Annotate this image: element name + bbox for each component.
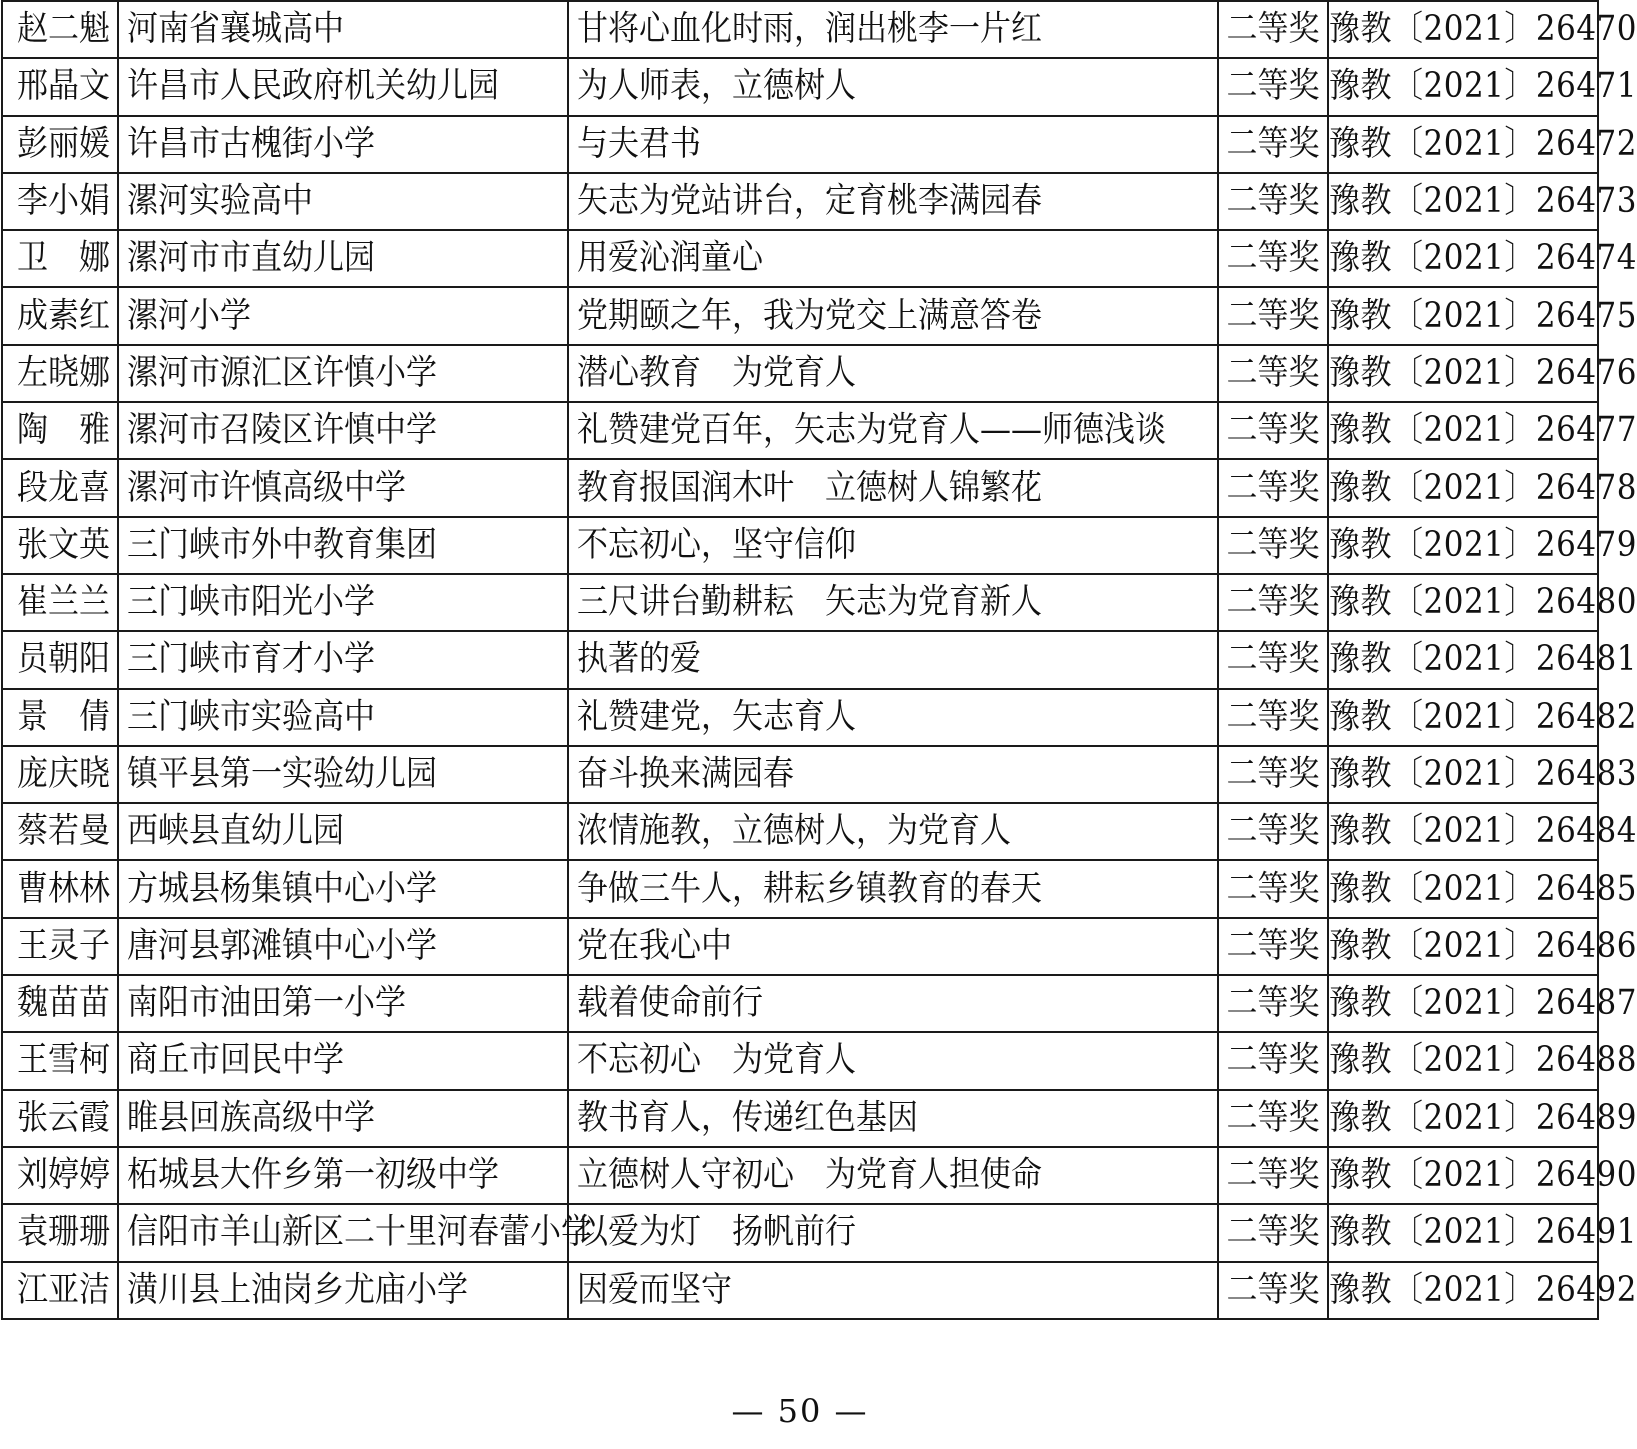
table-row: [2, 803, 1598, 860]
school-text: 许昌市人民政府机关幼儿园: [127, 66, 499, 107]
award-level-cell: [1218, 746, 1328, 803]
certificate-number-text: 豫教〔2021〕26483: [1329, 753, 1637, 795]
recipient-name-cell: [2, 1032, 118, 1089]
recipient-name-text: 员朝阳: [17, 639, 110, 680]
school-cell: [118, 1090, 568, 1147]
award-level-cell: [1218, 975, 1328, 1032]
award-level-text: 二等奖: [1226, 123, 1320, 164]
school-cell: [118, 1147, 568, 1204]
certificate-number-text: 豫教〔2021〕26478: [1329, 467, 1637, 508]
award-table: [1, 0, 1637, 1320]
certificate-number-text: 豫教〔2021〕26482: [1329, 696, 1637, 737]
essay-title-text: 礼赞建党，矢志育人: [577, 696, 856, 737]
school-cell: [118, 631, 568, 688]
essay-title-cell: [568, 1147, 1218, 1204]
award-level-text: 二等奖: [1226, 180, 1320, 222]
certificate-number-cell: [1328, 746, 1637, 803]
recipient-name-cell: [2, 459, 118, 516]
essay-title-text: 三尺讲台勤耕耘 矢志为党育新人: [577, 581, 1042, 623]
award-level-text: 二等奖: [1226, 1269, 1320, 1310]
certificate-number-text: 豫教〔2021〕26479: [1329, 524, 1637, 565]
recipient-name-text: 庞庆晓: [17, 753, 110, 795]
certificate-number-text: 豫教〔2021〕26492: [1329, 1269, 1637, 1310]
recipient-name-cell: [2, 746, 118, 803]
table-row: [2, 1204, 1598, 1261]
school-text: 三门峡市外中教育集团: [127, 524, 437, 565]
school-text: 商丘市回民中学: [127, 1040, 344, 1081]
essay-title-text: 党在我心中: [577, 925, 732, 966]
award-level-text: 二等奖: [1226, 1154, 1320, 1196]
certificate-number-text: 豫教〔2021〕26477: [1329, 409, 1637, 451]
essay-title-cell: [568, 116, 1218, 173]
table-row: [2, 1262, 1598, 1319]
essay-title-text: 用爱沁润童心: [577, 238, 763, 279]
award-level-cell: [1218, 689, 1328, 746]
recipient-name-text: 左晓娜: [17, 352, 110, 394]
table-row: [2, 287, 1598, 344]
table-row: [2, 631, 1598, 688]
recipient-name-text: 王雪柯: [17, 1040, 110, 1081]
certificate-number-cell: [1328, 1090, 1637, 1147]
essay-title-text: 执著的爱: [577, 639, 701, 680]
certificate-number-text: 豫教〔2021〕26487: [1329, 982, 1637, 1024]
table-row: [2, 345, 1598, 402]
recipient-name-cell: [2, 517, 118, 574]
certificate-number-text: 豫教〔2021〕26471: [1329, 66, 1637, 107]
essay-title-cell: [568, 689, 1218, 746]
essay-title-cell: [568, 517, 1218, 574]
recipient-name-text: 王灵子: [17, 925, 110, 966]
school-text: 漯河市源汇区许慎小学: [127, 352, 437, 394]
award-level-text: 二等奖: [1226, 982, 1320, 1024]
certificate-number-text: 豫教〔2021〕26489: [1329, 1097, 1637, 1138]
essay-title-text: 与夫君书: [577, 123, 701, 164]
essay-title-text: 甘将心血化时雨，润出桃李一片红: [577, 8, 1042, 50]
award-level-text: 二等奖: [1226, 467, 1320, 508]
essay-title-cell: [568, 230, 1218, 287]
award-level-text: 二等奖: [1226, 409, 1320, 451]
recipient-name-cell: [2, 58, 118, 115]
table-row: [2, 574, 1598, 631]
essay-title-text: 浓情施教，立德树人，为党育人: [577, 811, 1011, 852]
school-cell: [118, 918, 568, 975]
recipient-name-text: 张文英: [17, 524, 110, 565]
award-level-cell: [1218, 173, 1328, 230]
award-table-body: [2, 1, 1637, 1319]
essay-title-cell: [568, 459, 1218, 516]
school-text: 信阳市羊山新区二十里河春蕾小学: [127, 1212, 592, 1253]
certificate-number-cell: [1328, 631, 1637, 688]
recipient-name-cell: [2, 287, 118, 344]
certificate-number-text: 豫教〔2021〕26485: [1329, 868, 1637, 909]
certificate-number-text: 豫教〔2021〕26473: [1329, 180, 1637, 222]
essay-title-cell: [568, 402, 1218, 459]
certificate-number-text: 豫教〔2021〕26491: [1329, 1212, 1637, 1253]
school-cell: [118, 975, 568, 1032]
school-cell: [118, 459, 568, 516]
award-level-cell: [1218, 459, 1328, 516]
table-row: [2, 230, 1598, 287]
school-cell: [118, 345, 568, 402]
table-row: [2, 1, 1598, 58]
award-level-text: 二等奖: [1226, 811, 1320, 852]
award-level-text: 二等奖: [1226, 295, 1320, 336]
page-number: — 50 —: [731, 1392, 869, 1430]
recipient-name-cell: [2, 1204, 118, 1261]
award-level-cell: [1218, 803, 1328, 860]
award-level-cell: [1218, 1262, 1328, 1319]
recipient-name-cell: [2, 631, 118, 688]
essay-title-cell: [568, 287, 1218, 344]
school-cell: [118, 173, 568, 230]
recipient-name-cell: [2, 860, 118, 917]
essay-title-cell: [568, 746, 1218, 803]
school-text: 漯河市许慎高级中学: [127, 467, 406, 508]
recipient-name-cell: [2, 116, 118, 173]
recipient-name-text: 彭丽媛: [17, 123, 110, 164]
essay-title-cell: [568, 1262, 1218, 1319]
table-row: [2, 173, 1598, 230]
certificate-number-text: 豫教〔2021〕26486: [1329, 925, 1637, 966]
essay-title-text: 立德树人守初心 为党育人担使命: [577, 1154, 1042, 1196]
essay-title-text: 因爱而坚守: [577, 1269, 732, 1310]
school-text: 方城县杨集镇中心小学: [127, 868, 437, 909]
school-text: 漯河小学: [127, 295, 251, 336]
award-level-cell: [1218, 1147, 1328, 1204]
certificate-number-cell: [1328, 173, 1637, 230]
table-row: [2, 746, 1598, 803]
essay-title-text: 争做三牛人，耕耘乡镇教育的春天: [577, 868, 1042, 909]
award-level-text: 二等奖: [1226, 66, 1320, 107]
table-row: [2, 860, 1598, 917]
award-level-text: 二等奖: [1226, 238, 1320, 279]
certificate-number-cell: [1328, 689, 1637, 746]
award-level-text: 二等奖: [1226, 581, 1320, 623]
school-cell: [118, 1032, 568, 1089]
school-text: 漯河市召陵区许慎中学: [127, 409, 437, 451]
certificate-number-text: 豫教〔2021〕26474: [1329, 238, 1637, 279]
recipient-name-text: 成素红: [17, 295, 110, 336]
award-level-text: 二等奖: [1226, 925, 1320, 966]
certificate-number-text: 豫教〔2021〕26472: [1329, 123, 1637, 164]
essay-title-cell: [568, 1204, 1218, 1261]
table-row: [2, 58, 1598, 115]
school-cell: [118, 746, 568, 803]
recipient-name-cell: [2, 230, 118, 287]
award-level-cell: [1218, 345, 1328, 402]
school-text: 潢川县上油岗乡尤庙小学: [127, 1269, 468, 1310]
award-level-cell: [1218, 860, 1328, 917]
award-level-cell: [1218, 918, 1328, 975]
table-row: [2, 459, 1598, 516]
school-text: 西峡县直幼儿园: [127, 811, 344, 852]
certificate-number-cell: [1328, 574, 1637, 631]
certificate-number-cell: [1328, 287, 1637, 344]
certificate-number-cell: [1328, 1262, 1637, 1319]
award-level-cell: [1218, 58, 1328, 115]
school-text: 睢县回族高级中学: [127, 1097, 375, 1138]
recipient-name-text: 袁珊珊: [17, 1212, 110, 1253]
certificate-number-cell: [1328, 803, 1637, 860]
essay-title-cell: [568, 58, 1218, 115]
award-level-cell: [1218, 116, 1328, 173]
essay-title-text: 教育报国润木叶 立德树人锦繁花: [577, 467, 1042, 508]
school-cell: [118, 860, 568, 917]
certificate-number-cell: [1328, 402, 1637, 459]
certificate-number-cell: [1328, 116, 1637, 173]
school-cell: [118, 689, 568, 746]
recipient-name-cell: [2, 1, 118, 58]
certificate-number-text: 豫教〔2021〕26480: [1329, 581, 1637, 623]
school-text: 南阳市油田第一小学: [127, 982, 406, 1024]
essay-title-text: 教书育人，传递红色基因: [577, 1097, 918, 1138]
school-cell: [118, 230, 568, 287]
recipient-name-text: 李小娟: [17, 180, 110, 222]
award-level-cell: [1218, 1, 1328, 58]
recipient-name-text: 卫 娜: [17, 238, 110, 279]
essay-title-cell: [568, 1032, 1218, 1089]
essay-title-cell: [568, 631, 1218, 688]
recipient-name-text: 赵二魁: [17, 8, 110, 50]
award-level-cell: [1218, 631, 1328, 688]
school-cell: [118, 517, 568, 574]
award-level-text: 二等奖: [1226, 1212, 1320, 1253]
school-cell: [118, 58, 568, 115]
essay-title-text: 礼赞建党百年，矢志为党育人——师德浅谈: [577, 409, 1166, 451]
recipient-name-cell: [2, 345, 118, 402]
recipient-name-cell: [2, 402, 118, 459]
award-level-text: 二等奖: [1226, 1097, 1320, 1138]
award-level-text: 二等奖: [1226, 868, 1320, 909]
recipient-name-text: 张云霞: [17, 1097, 110, 1138]
award-level-text: 二等奖: [1226, 696, 1320, 737]
recipient-name-cell: [2, 574, 118, 631]
award-level-cell: [1218, 1090, 1328, 1147]
essay-title-text: 不忘初心 为党育人: [577, 1040, 856, 1081]
award-level-cell: [1218, 230, 1328, 287]
certificate-number-text: 豫教〔2021〕26488: [1329, 1040, 1637, 1081]
essay-title-cell: [568, 803, 1218, 860]
school-text: 三门峡市实验高中: [127, 696, 375, 737]
essay-title-cell: [568, 860, 1218, 917]
school-cell: [118, 574, 568, 631]
table-row: [2, 517, 1598, 574]
certificate-number-cell: [1328, 230, 1637, 287]
certificate-number-cell: [1328, 860, 1637, 917]
certificate-number-cell: [1328, 1204, 1637, 1261]
certificate-number-cell: [1328, 345, 1637, 402]
school-text: 三门峡市育才小学: [127, 639, 375, 680]
school-cell: [118, 1, 568, 58]
school-cell: [118, 116, 568, 173]
essay-title-text: 奋斗换来满园春: [577, 753, 794, 795]
essay-title-cell: [568, 975, 1218, 1032]
table-row: [2, 975, 1598, 1032]
school-cell: [118, 1262, 568, 1319]
certificate-number-text: 豫教〔2021〕26470: [1329, 8, 1637, 50]
certificate-number-text: 豫教〔2021〕26490: [1329, 1154, 1637, 1196]
school-cell: [118, 287, 568, 344]
school-text: 许昌市古槐街小学: [127, 123, 375, 164]
school-cell: [118, 402, 568, 459]
table-row: [2, 116, 1598, 173]
essay-title-text: 载着使命前行: [577, 982, 763, 1024]
school-cell: [118, 1204, 592, 1261]
essay-title-text: 党期颐之年，我为党交上满意答卷: [577, 295, 1042, 336]
school-text: 漯河实验高中: [127, 180, 313, 222]
award-level-cell: [1218, 517, 1328, 574]
table-row: [2, 1147, 1598, 1204]
certificate-number-text: 豫教〔2021〕26475: [1329, 295, 1637, 336]
award-level-text: 二等奖: [1226, 1040, 1320, 1081]
recipient-name-cell: [2, 173, 118, 230]
award-level-text: 二等奖: [1226, 352, 1320, 394]
table-row: [2, 689, 1598, 746]
school-text: 唐河县郭滩镇中心小学: [127, 925, 437, 966]
recipient-name-cell: [2, 1262, 118, 1319]
award-level-text: 二等奖: [1226, 753, 1320, 795]
recipient-name-cell: [2, 975, 118, 1032]
certificate-number-cell: [1328, 1147, 1637, 1204]
school-text: 漯河市市直幼儿园: [127, 238, 375, 279]
certificate-number-cell: [1328, 1032, 1637, 1089]
award-level-text: 二等奖: [1226, 524, 1320, 565]
recipient-name-text: 段龙喜: [17, 467, 110, 508]
essay-title-text: 以爱为灯 扬帆前行: [577, 1212, 856, 1253]
essay-title-text: 为人师表，立德树人: [577, 66, 856, 107]
essay-title-text: 不忘初心，坚守信仰: [577, 524, 856, 565]
table-row: [2, 402, 1598, 459]
recipient-name-text: 曹林林: [17, 868, 110, 909]
school-text: 镇平县第一实验幼儿园: [127, 753, 437, 795]
recipient-name-cell: [2, 1147, 118, 1204]
recipient-name-text: 陶 雅: [17, 409, 110, 451]
certificate-number-cell: [1328, 975, 1637, 1032]
school-text: 三门峡市阳光小学: [127, 581, 375, 623]
award-level-cell: [1218, 1032, 1328, 1089]
award-level-cell: [1218, 1204, 1328, 1261]
recipient-name-cell: [2, 918, 118, 975]
recipient-name-cell: [2, 689, 118, 746]
recipient-name-text: 刘婷婷: [17, 1154, 110, 1196]
essay-title-cell: [568, 574, 1218, 631]
recipient-name-text: 江亚洁: [17, 1269, 110, 1310]
essay-title-cell: [568, 1, 1218, 58]
essay-title-text: 矢志为党站讲台，定育桃李满园春: [577, 180, 1042, 222]
certificate-number-cell: [1328, 459, 1637, 516]
certificate-number-cell: [1328, 918, 1637, 975]
certificate-number-text: 豫教〔2021〕26484: [1329, 811, 1637, 852]
essay-title-text: 潜心教育 为党育人: [577, 352, 856, 394]
certificate-number-cell: [1328, 517, 1637, 574]
recipient-name-text: 邢晶文: [17, 66, 110, 107]
school-text: 河南省襄城高中: [127, 8, 344, 50]
recipient-name-text: 崔兰兰: [17, 581, 110, 623]
certificate-number-text: 豫教〔2021〕26481: [1329, 639, 1637, 680]
certificate-number-cell: [1328, 58, 1637, 115]
table-row: [2, 918, 1598, 975]
table-row: [2, 1032, 1598, 1089]
award-level-text: 二等奖: [1226, 8, 1320, 50]
essay-title-cell: [568, 345, 1218, 402]
table-row: [2, 1090, 1598, 1147]
recipient-name-cell: [2, 803, 118, 860]
school-cell: [118, 803, 568, 860]
certificate-number-text: 豫教〔2021〕26476: [1329, 352, 1637, 394]
certificate-number-cell: [1328, 1, 1637, 58]
essay-title-cell: [568, 1090, 1218, 1147]
school-text: 柘城县大仵乡第一初级中学: [127, 1154, 499, 1196]
award-level-cell: [1218, 287, 1328, 344]
essay-title-cell: [568, 173, 1218, 230]
award-level-cell: [1218, 574, 1328, 631]
recipient-name-text: 蔡若曼: [17, 811, 110, 852]
recipient-name-text: 魏苗苗: [17, 982, 110, 1024]
recipient-name-cell: [2, 1090, 118, 1147]
essay-title-cell: [568, 918, 1218, 975]
recipient-name-text: 景 倩: [17, 696, 110, 737]
award-level-cell: [1218, 402, 1328, 459]
award-level-text: 二等奖: [1226, 639, 1320, 680]
